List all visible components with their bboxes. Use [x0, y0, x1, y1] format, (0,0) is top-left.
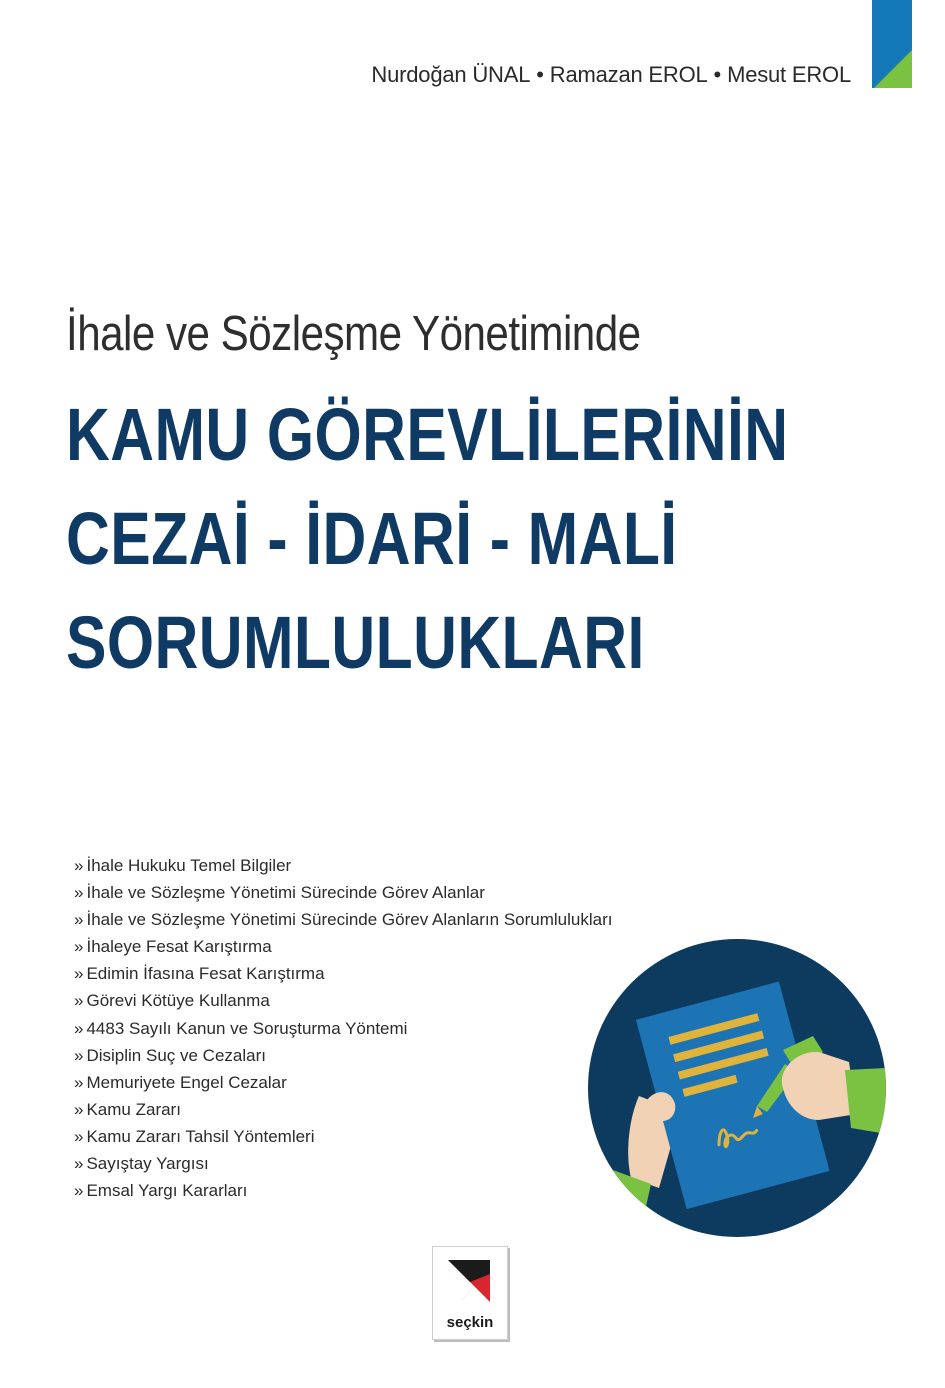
topic-text: Emsal Yargı Kararları — [86, 1181, 248, 1201]
book-title-line: CEZAİ - İDARİ - MALİ — [66, 497, 678, 580]
topic-item — [74, 960, 612, 987]
book-title-line: SORUMLULUKLARI — [66, 601, 645, 684]
topic-list — [74, 852, 612, 1204]
topic-item — [74, 852, 612, 879]
topic-text: İhale Hukuku Temel Bilgiler — [86, 856, 292, 875]
topic-text: 4483 Sayılı Kanun ve Soruşturma Yöntemi — [86, 1018, 408, 1038]
topic-item — [74, 1177, 612, 1204]
bullet-icon: » — [74, 1154, 84, 1174]
bullet-icon: » — [74, 1099, 84, 1119]
topic-text: Kamu Zararı Tahsil Yöntemleri — [86, 1126, 315, 1146]
bullet-icon: » — [74, 910, 84, 930]
topic-item — [74, 879, 612, 906]
document-signing-icon — [587, 938, 887, 1238]
topic-item — [74, 1015, 612, 1042]
author-separator: • — [536, 62, 544, 87]
publisher-mark-icon — [444, 1256, 494, 1308]
topic-text: Sayıştay Yargısı — [86, 1154, 209, 1174]
bullet-icon: » — [74, 883, 84, 903]
author-name: Mesut EROL — [727, 62, 851, 87]
author-list — [371, 62, 851, 88]
bullet-icon: » — [74, 1018, 84, 1038]
topic-text: İhaleye Fesat Karıştırma — [86, 937, 272, 957]
author-name: Nurdoğan ÜNAL — [371, 62, 531, 87]
author-separator: • — [713, 62, 722, 87]
topic-item — [74, 1042, 612, 1069]
bullet-icon: » — [74, 991, 84, 1011]
author-name: Ramazan EROL — [549, 62, 708, 87]
bullet-icon: » — [74, 964, 84, 984]
corner-accent-decoration — [872, 0, 912, 88]
topic-text: Görevi Kötüye Kullanma — [86, 991, 270, 1011]
topic-item — [74, 1123, 612, 1150]
bullet-icon: » — [74, 856, 84, 875]
bullet-icon: » — [74, 1072, 84, 1092]
topic-text: İhale ve Sözleşme Yönetimi Sürecinde Görev Alanlar — [86, 883, 485, 903]
bullet-icon: » — [74, 1126, 84, 1146]
topic-item — [74, 1096, 612, 1123]
topic-item — [74, 1150, 612, 1177]
topic-text: Disiplin Suç ve Cezaları — [86, 1045, 266, 1065]
publisher-logo — [432, 1246, 508, 1340]
book-subtitle: İhale ve Sözleşme Yönetiminde — [66, 307, 641, 361]
bullet-icon: » — [74, 937, 84, 957]
bullet-icon: » — [74, 1045, 84, 1065]
topic-item — [74, 906, 612, 933]
topic-item — [74, 987, 612, 1014]
topic-text: İhale ve Sözleşme Yönetimi Sürecinde Görev Alanların Sorumlulukları — [86, 910, 613, 930]
topic-text: Kamu Zararı — [86, 1099, 181, 1119]
publisher-name: seçkin — [446, 1314, 494, 1331]
topic-text: Memuriyete Engel Cezalar — [86, 1072, 287, 1092]
book-title-line: KAMU GÖREVLİLERİNİN — [66, 393, 789, 476]
topic-item — [74, 933, 612, 960]
topic-item — [74, 1069, 612, 1096]
bullet-icon: » — [74, 1181, 84, 1201]
topic-text: Edimin İfasına Fesat Karıştırma — [86, 964, 325, 984]
